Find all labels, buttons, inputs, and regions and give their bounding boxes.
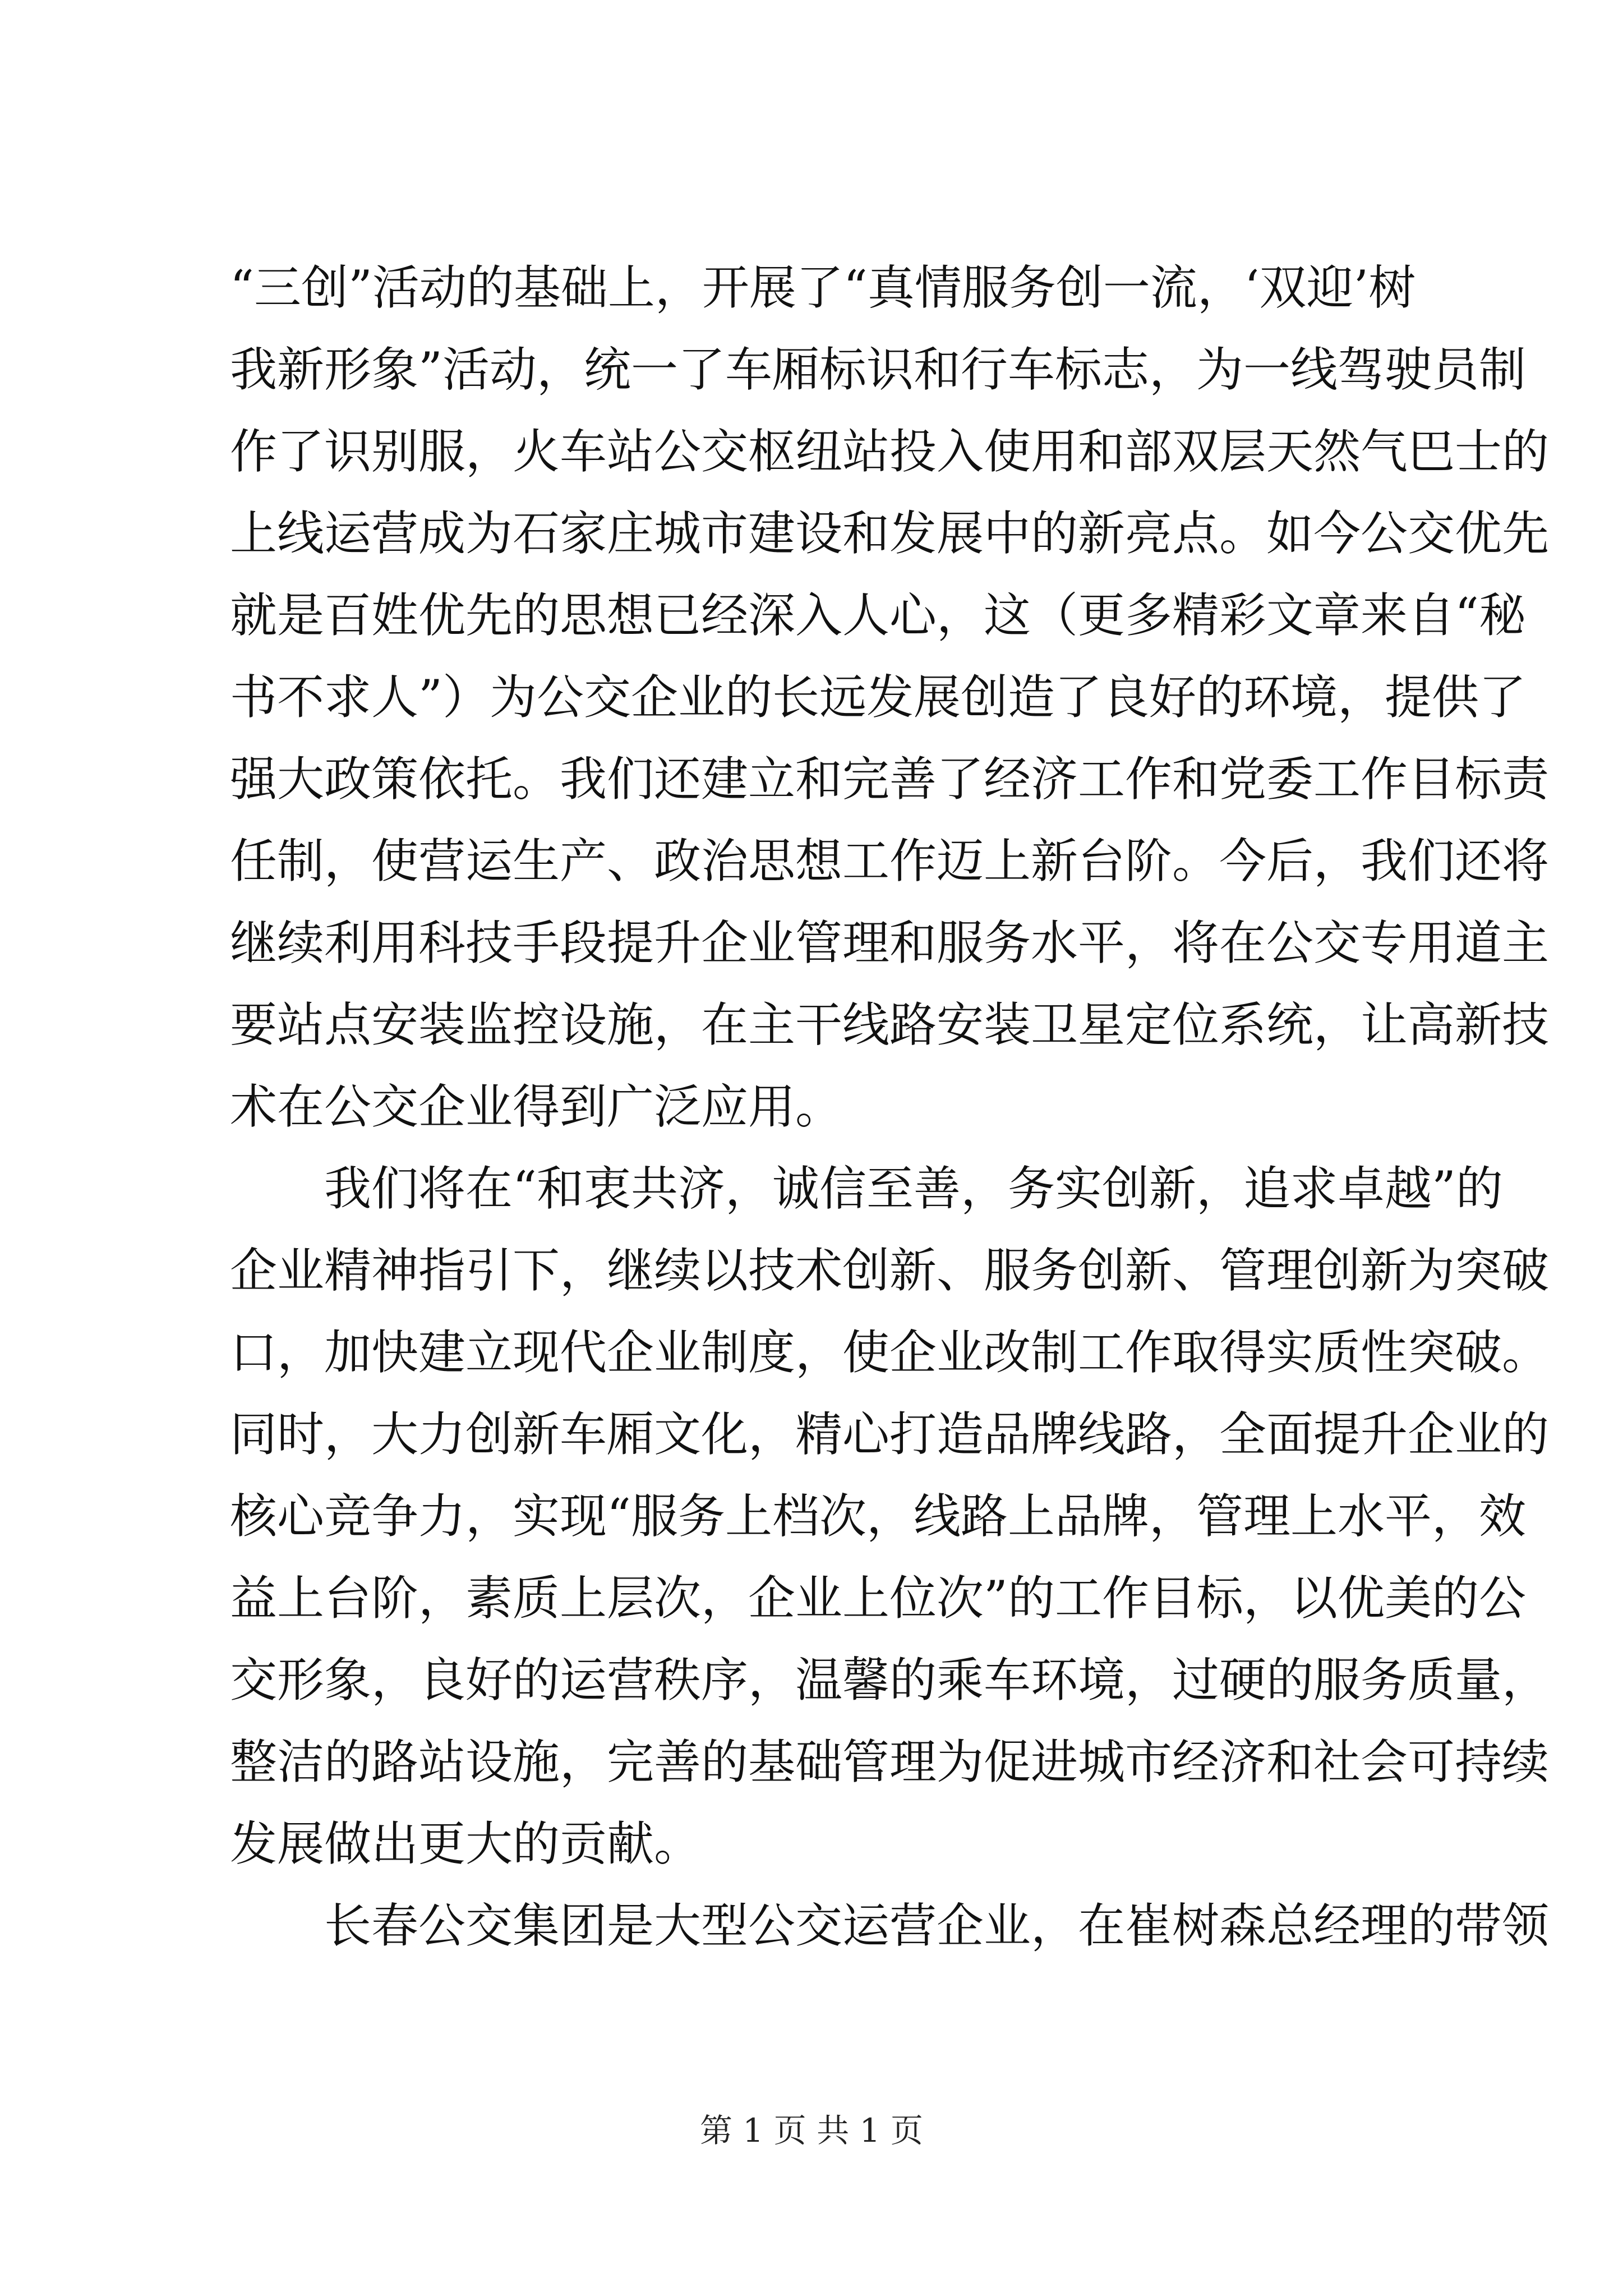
text-line: 作了识别服，火车站公交枢纽站投入使用和部双层天然气巴士的 xyxy=(230,424,1550,479)
text-line: 交形象，良好的运营秩序，温馨的乘车环境，过硬的服务质量， xyxy=(230,1653,1550,1708)
text-line: 企业精神指引下，继续以技术创新、服务创新、管理创新为突破 xyxy=(230,1243,1550,1298)
document-body xyxy=(230,247,1550,1967)
text-line: “三创”活动的基础上，开展了“真情服务创一流，‘双迎’树 xyxy=(230,260,1416,315)
text-line: 上线运营成为石家庄城市建设和发展中的新亮点。如今公交优先 xyxy=(230,506,1550,561)
text-line: 长春公交集团是大型公交运营企业，在崔树森总经理的带领 xyxy=(230,1898,1550,1953)
text-line: 要站点安装监控设施，在主干线路安装卫星定位系统，让高新技 xyxy=(230,997,1550,1052)
page-number-footer: 第 1 页 共 1 页 xyxy=(700,2111,923,2150)
text-line: 益上台阶，素质上层次，企业上位次”的工作目标，以优美的公 xyxy=(230,1571,1526,1626)
text-line: 口，加快建立现代企业制度，使企业改制工作取得实质性突破。 xyxy=(230,1325,1550,1380)
text-line: 我们将在“和衷共济，诚信至善，务实创新，追求卓越”的 xyxy=(230,1161,1503,1216)
text-line: 我新形象”活动，统一了车厢标识和行车标志，为一线驾驶员制 xyxy=(230,342,1526,397)
text-line: 同时，大力创新车厢文化，精心打造品牌线路，全面提升企业的 xyxy=(230,1407,1550,1462)
text-line: 任制，使营运生产、政治思想工作迈上新台阶。今后，我们还将 xyxy=(230,834,1550,889)
text-line: 核心竞争力，实现“服务上档次，线路上品牌，管理上水平，效 xyxy=(230,1489,1526,1544)
text-line: 继续利用科技手段提升企业管理和服务水平，将在公交专用道主 xyxy=(230,915,1550,970)
text-line: 强大政策依托。我们还建立和完善了经济工作和党委工作目标责 xyxy=(230,752,1550,807)
text-line: 术在公交企业得到广泛应用。 xyxy=(230,1079,843,1134)
text-line: 发展做出更大的贡献。 xyxy=(230,1816,702,1871)
text-line: 整洁的路站设施，完善的基础管理为促进城市经济和社会可持续 xyxy=(230,1734,1550,1789)
text-line: 就是百姓优先的思想已经深入人心，这（更多精彩文章来自“秘 xyxy=(230,588,1526,643)
text-line: 书不求人”）为公交企业的长远发展创造了良好的环境，提供了 xyxy=(230,670,1526,725)
